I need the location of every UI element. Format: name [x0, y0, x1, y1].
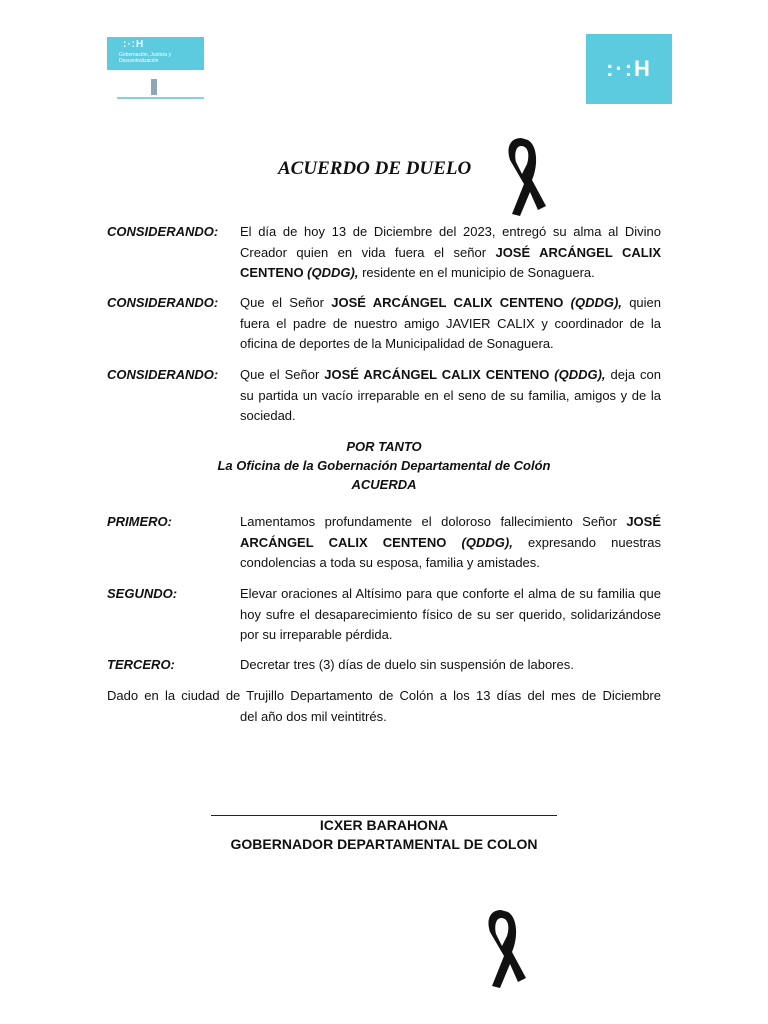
paragraph-text: (QDDG),: [570, 295, 622, 310]
mourning-ribbon-icon: [468, 902, 534, 992]
acuerdos-label: TERCERO:: [107, 657, 175, 672]
considerandos-paragraph: [240, 222, 661, 284]
considerandos-paragraph: [240, 293, 661, 355]
logo-baseline: [117, 97, 204, 99]
signer-title: GOBERNADOR DEPARTAMENTAL DE COLON: [230, 836, 538, 852]
paragraph-text: JOSÉ ARCÁNGEL CALIX CENTENO: [240, 514, 661, 550]
paragraph-text: (QDDG),: [554, 367, 606, 382]
oficina-line: La Oficina de la Gobernación Departamental de Colón: [217, 458, 551, 473]
paragraph-text: Elevar oraciones al Altísimo para que conforte el alma de su familia que hoy sufre el desaparecimiento físico de su ser querido, solidarizándose por su irreparable pérdida.: [240, 586, 661, 642]
paragraph-text: (QDDG),: [461, 534, 513, 550]
government-logo-left: [107, 37, 204, 103]
logo-text: Gobernación, Justicia y Descentralización: [119, 52, 171, 64]
signer-name: ICXER BARAHONA: [319, 817, 449, 833]
monument-icon: [151, 79, 157, 95]
paragraph-text: expresando nuestras condolencias a toda su esposa, familia y amistades.: [240, 534, 661, 570]
considerandos-paragraph: [240, 365, 661, 427]
paragraph-text: deja con su partida un vacío irreparable en el seno de su familia, amigos y de la sociedad.: [240, 367, 661, 423]
government-logo-right: [586, 34, 672, 104]
paragraph-text: JOSÉ ARCÁNGEL CALIX CENTENO: [331, 295, 571, 310]
logo-mark-right: :·:H: [606, 56, 652, 81]
paragraph-text: Que el Señor: [240, 367, 325, 382]
paragraph-text: residente en el municipio de Sonaguera.: [358, 265, 595, 280]
logo-mark: :·:H: [123, 39, 145, 50]
dado-line-1: Dado en la ciudad de Trujillo Departamento de Colón a los 13 días del mes de Diciembre: [107, 688, 661, 703]
paragraph-text: (QDDG),: [307, 265, 359, 280]
considerandos-label: CONSIDERANDO:: [107, 295, 219, 310]
dado-paragraph: [107, 686, 661, 727]
acuerdos-paragraph: [240, 512, 661, 574]
paragraph-text: Decretar tres (3) días de duelo sin suspensión de labores.: [240, 657, 574, 672]
acuerdos-paragraph: [240, 655, 661, 676]
page-title: ACUERDO DE DUELO: [278, 158, 472, 179]
paragraph-text: Que el Señor: [240, 295, 332, 310]
considerandos-label: CONSIDERANDO:: [107, 224, 219, 239]
paragraph-text: El día de hoy 13 de Diciembre del 2023, entregó su alma al Divino Creador quien en vida fuera el señor: [240, 224, 661, 260]
dado-line-2: del año dos mil veintitrés.: [240, 708, 387, 724]
logo-band: [107, 37, 204, 70]
paragraph-text: JOSÉ ARCÁNGEL CALIX CENTENO: [324, 367, 555, 382]
acuerda-heading: ACUERDA: [351, 477, 417, 492]
acuerdos-label: PRIMERO:: [107, 514, 172, 529]
paragraph-text: quien fuera el padre de nuestro amigo JAVIER CALIX y coordinador de la oficina de deportes de la Municipalidad de Sonaguera.: [240, 295, 662, 351]
paragraph-text: JOSÉ ARCÁNGEL CALIX CENTENO: [240, 244, 661, 280]
acuerdos-label: SEGUNDO:: [107, 586, 178, 601]
paragraph-text: Lamentamos profundamente el doloroso fallecimiento Señor: [240, 514, 627, 529]
considerandos-label: CONSIDERANDO:: [107, 367, 219, 382]
acuerdos-paragraph: [240, 584, 661, 646]
mourning-ribbon-icon: [488, 132, 554, 218]
por-tanto-heading: POR TANTO: [346, 439, 422, 454]
